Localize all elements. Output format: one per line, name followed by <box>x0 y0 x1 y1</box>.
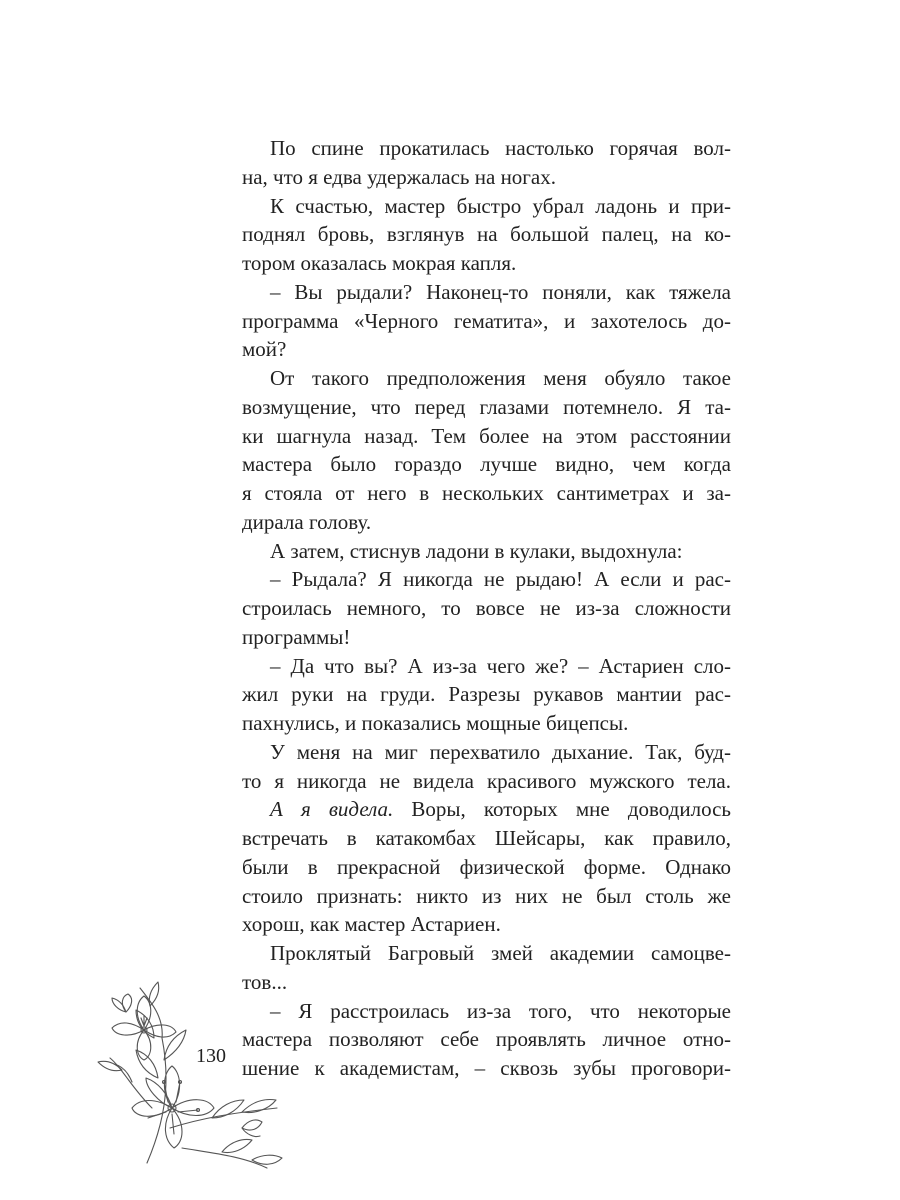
text-line: тором оказалась мокрая капля. <box>242 251 517 275</box>
text-line-with-italic <box>242 795 731 824</box>
page-number: 130 <box>196 1045 226 1067</box>
text-line: жил руки на груди. Разрезы рукавов мантии рас- <box>242 682 731 707</box>
text-line: – Да что вы? А из-за чего же? – Астариен сло- <box>270 653 731 678</box>
text-line: Проклятый Багровый змей академии самоцве- <box>270 941 731 965</box>
text-line: тов... <box>242 969 288 994</box>
text-line: дирала голову. <box>242 509 372 534</box>
italic-phrase: А я видела. <box>270 797 394 822</box>
text-line: А затем, стиснув ладони в кулаки, выдохнула: <box>270 538 683 563</box>
text-line: строилась немного, то вовсе не из-за сложности <box>242 596 731 620</box>
text-line: встречать в катакомбах Шейсары, как правило, <box>242 826 731 850</box>
text-line: хорош, как мастер Астариен. <box>242 912 501 937</box>
text-line: на, что я едва удержалась на ногах. <box>242 164 556 189</box>
text-line: К счастью, мастер быстро убрал ладонь и при- <box>270 193 731 218</box>
text-line-rest: Воры, которых мне доводилось <box>411 797 732 822</box>
text-line: – Рыдала? Я никогда не рыдаю! А если и рас- <box>270 567 731 592</box>
text-line: пахнулись, и показались мощные бицепсы. <box>242 711 629 735</box>
text-line: шение к академистам, – сквозь зубы проговори- <box>242 1056 731 1080</box>
text-line: программы! <box>242 624 351 649</box>
text-line: были в прекрасной физической форме. Однако <box>242 854 731 879</box>
text-line: стоило признать: никто из них не был столь же <box>242 883 731 908</box>
text-line: поднял бровь, взглянув на большой палец, на ко- <box>242 222 731 247</box>
page-text <box>242 134 731 1083</box>
text-line: ки шагнула назад. Тем более на этом расстоянии <box>242 423 731 448</box>
text-line: мастера позволяют себе проявлять личное отно- <box>242 1027 731 1052</box>
floral-ornament-icon <box>92 978 292 1178</box>
text-line: то я никогда не видела красивого мужского тела. <box>242 768 731 793</box>
text-line: возмущение, что перед глазами потемнело. Я та- <box>242 394 731 419</box>
text-line: программа «Черного гематита», и захотелось до- <box>242 308 731 333</box>
text-line: У меня на миг перехватило дыхание. Так, буд- <box>270 739 731 764</box>
text-line: – Я расстроилась из-за того, что некоторые <box>270 998 731 1023</box>
text-line: По спине прокатилась настолько горячая вол- <box>270 136 731 160</box>
text-line: я стояла от него в нескольких сантиметрах и за- <box>242 481 731 505</box>
text-line: мастера было гораздо лучше видно, чем когда <box>242 452 731 477</box>
text-line: От такого предположения меня обуяло такое <box>270 366 731 390</box>
text-line: мой? <box>242 337 287 362</box>
text-line: – Вы рыдали? Наконец-то поняли, как тяжела <box>270 279 731 304</box>
